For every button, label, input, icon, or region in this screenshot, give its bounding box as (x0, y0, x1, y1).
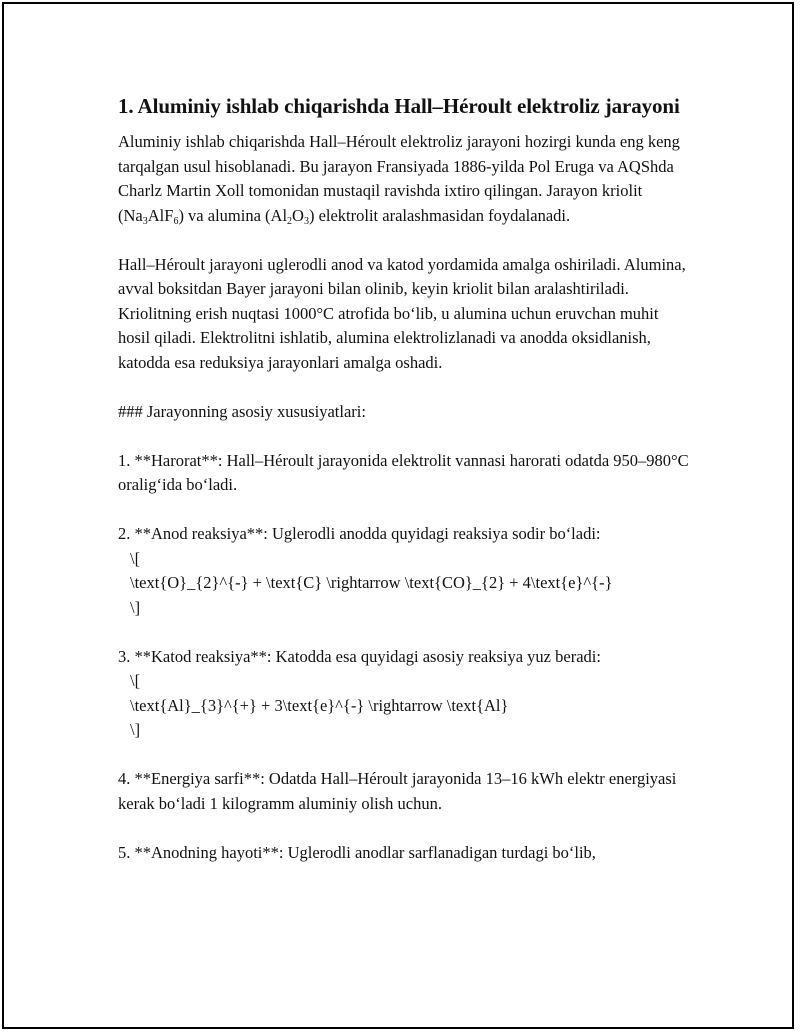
alumina-al-sub: 2 (287, 215, 293, 227)
cathode-formula-close: \] (130, 720, 141, 739)
cryolite-na: Na (123, 205, 143, 225)
document-body (118, 92, 693, 865)
list-item-cathode-reaction: 3. **Katod reaksiya**: Katodda esa quyidagi asosiy reaksiya yuz beradi: (118, 646, 601, 666)
anode-formula: \text{O}_{2}^{-} + \text{C} \rightarrow \text{CO}_{2} + 4\text{e}^{-} (130, 573, 613, 592)
intro-text-1: Aluminiy ishlab chiqarishda Hall–Héroult elektroliz jarayoni hozirgi kunda eng keng tarqalgan usul hisoblanadi. Bu jarayon Fransiyada 1886-yilda Pol Eruga va AQShda Charlz Martin Xoll tomonidan mustaqil ravishda ixtiro qilingan. Jarayon kriolit ( (118, 132, 680, 225)
alumina-o: O (292, 205, 304, 225)
anode-formula-close: \] (130, 597, 141, 617)
list-item-temperature: 1. **Harorat**: Hall–Héroult jarayonida elektrolit vannasi harorati odatda 950–980°C oralig‘ida bo‘ladi. (118, 450, 689, 494)
alumina-formula (271, 206, 309, 225)
process-paragraph: Hall–Héroult jarayoni uglerodli anod va katod yordamida amalga oshiriladi. Alumina, avval boksitdan Bayer jarayoni bilan olinib, keyin kriolit bilan aralashtiriladi. Kriolitning erish nuqtasi 1000°C atrofida bo‘lib, u alumina uchun eruvchan muhit hosil qiladi. Elektrolitni ishlatib, alumina elektrolizlanadi va anodda oksidlanish, katodda esa reduksiya jarayonlari amalga oshadi. (118, 254, 686, 372)
cryolite-alf: AlF (147, 205, 174, 225)
intro-text-2: ) va alumina ( (178, 205, 271, 225)
cryolite-formula (124, 206, 179, 225)
cathode-formula: \text{Al}_{3}^{+} + 3\text{e}^{-} \rightarrow \text{Al} (130, 695, 509, 715)
anode-formula-open: \[ (130, 548, 141, 568)
alumina-al: Al (270, 205, 288, 225)
document-title: 1. Aluminiy ishlab chiqarishda Hall–Héroult elektroliz jarayoni (118, 94, 680, 118)
list-item-energy: 4. **Energiya sarfi**: Odatda Hall–Héroult jarayonida 13–16 kWh elektr energiyasi kerak bo‘ladi 1 kilogramm aluminiy olish uchun. (118, 769, 677, 813)
list-item-anode-reaction: 2. **Anod reaksiya**: Uglerodli anodda quyidagi reaksiya sodir bo‘ladi: (118, 524, 601, 543)
list-item-anode-life: 5. **Anodning hayoti**: Uglerodli anodlar sarflanadigan turdagi bo‘lib, (118, 842, 596, 862)
intro-paragraph (118, 130, 693, 228)
intro-text-3: ) elektrolit aralashmasidan foydalanadi. (308, 205, 571, 225)
cryolite-na-sub: 3 (142, 215, 148, 227)
alumina-o-sub: 3 (303, 215, 309, 227)
cryolite-alf-sub: 6 (173, 215, 179, 227)
cathode-formula-open: \[ (130, 671, 141, 690)
section-heading: ### Jarayonning asosiy xususiyatlari: (118, 401, 366, 421)
